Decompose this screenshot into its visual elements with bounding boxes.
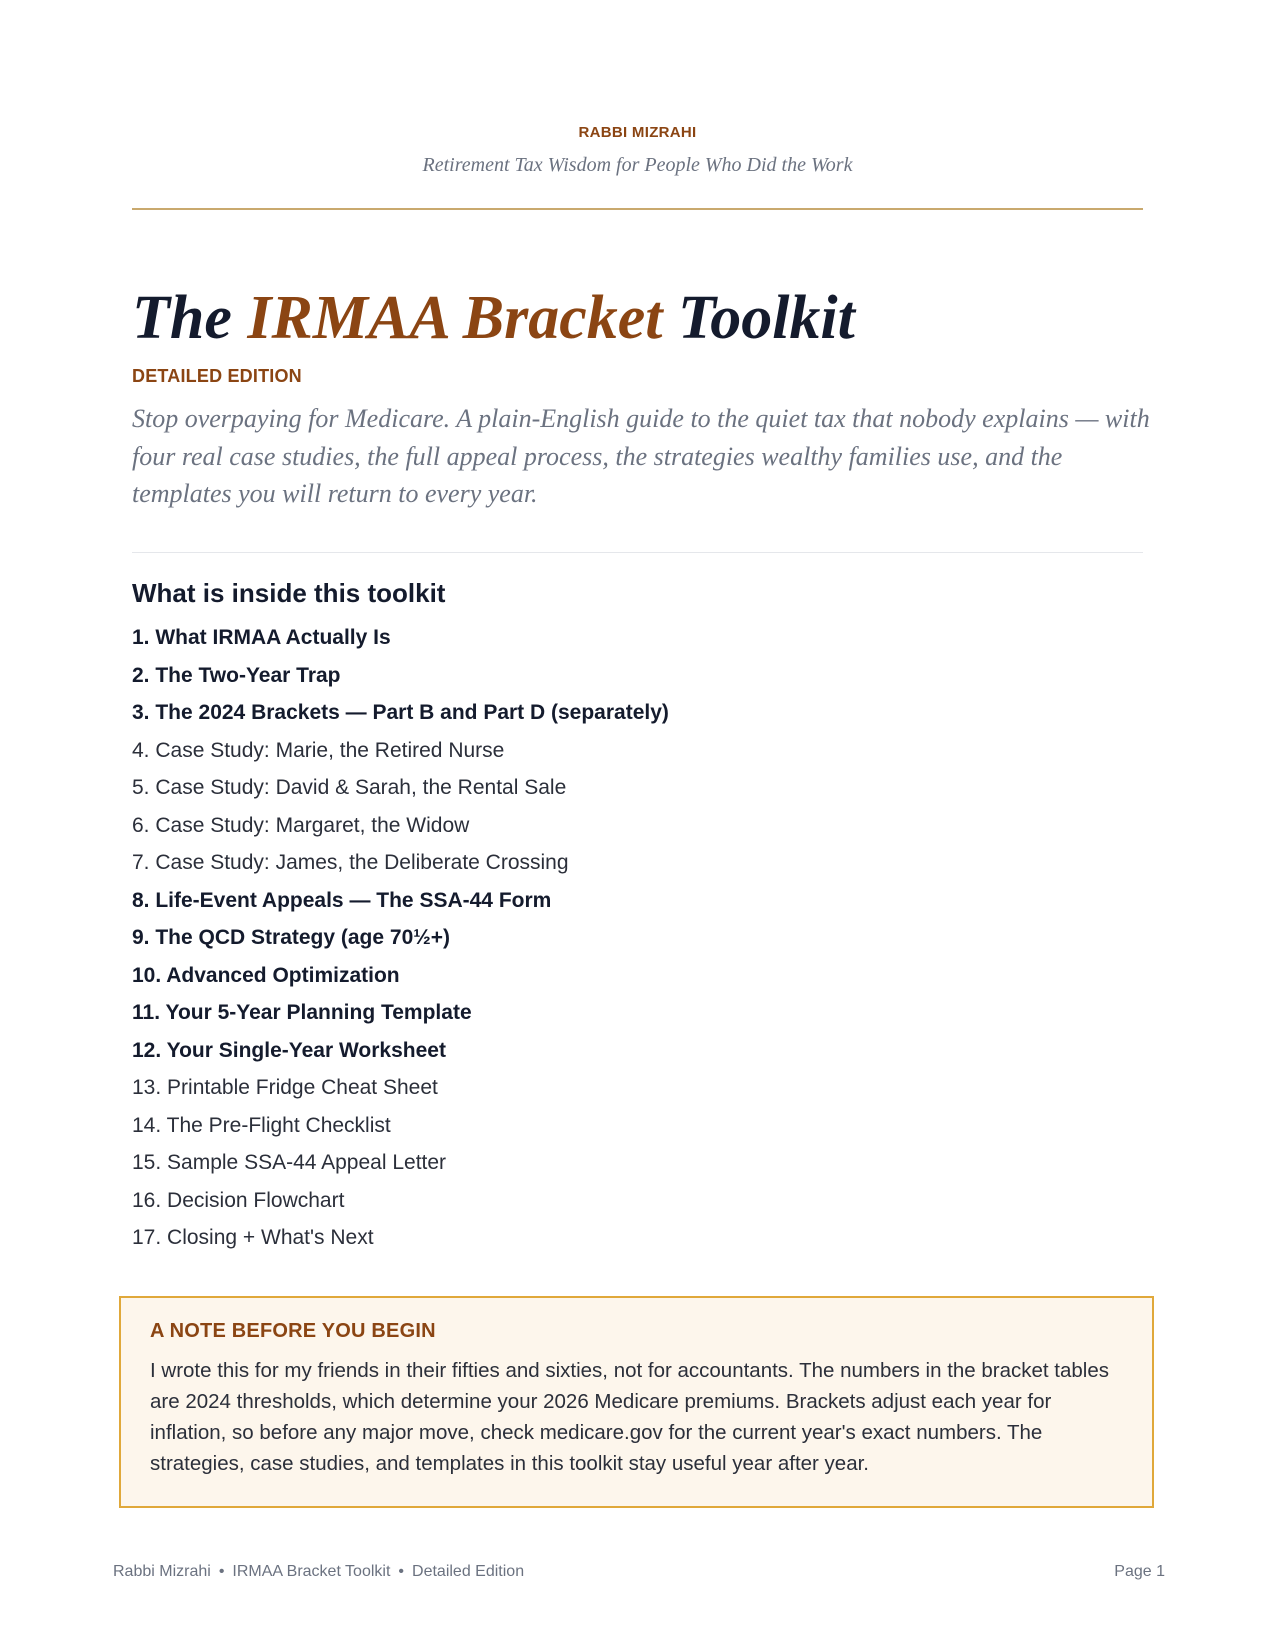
footer-doc-title: IRMAA Bracket Toolkit <box>232 1563 391 1580</box>
table-of-contents <box>132 621 669 1259</box>
toc-item: 16. Decision Flowchart <box>132 1188 345 1212</box>
toc-item: 17. Closing + What's Next <box>132 1226 374 1249</box>
toc-item: 11. Your 5-Year Planning Template <box>132 1001 472 1024</box>
title-part-toolkit: Toolkit <box>662 284 855 352</box>
toc-item: 12. Your Single-Year Worksheet <box>132 1038 446 1062</box>
intro-paragraph: Stop overpaying for Medicare. A plain-English guide to the quiet tax that nobody explains — with four real case studies, the full appeal process, the strategies wealthy families use, and the templates you will return to every year. <box>132 404 1150 508</box>
note-title: A NOTE BEFORE YOU BEGIN <box>150 1320 436 1342</box>
toc-item: 13. Printable Fridge Cheat Sheet <box>132 1076 438 1099</box>
author-name: RABBI MIZRAHI <box>578 124 697 141</box>
header-divider <box>132 208 1143 210</box>
toc-item: 3. The 2024 Brackets — Part B and Part D (separately) <box>132 701 669 724</box>
toc-item: 7. Case Study: James, the Deliberate Crossing <box>132 851 569 874</box>
toc-item: 1. What IRMAA Actually Is <box>132 626 391 649</box>
footer-left <box>113 1563 524 1581</box>
toc-item: 8. Life-Event Appeals — The SSA-44 Form <box>132 888 552 912</box>
toc-item: 9. The QCD Strategy (age 70½+) <box>132 926 451 949</box>
title-part-the: The <box>132 284 248 352</box>
toc-item: 5. Case Study: David & Sarah, the Rental Sale <box>132 776 567 799</box>
document-header <box>132 124 1143 177</box>
toc-heading: What is inside this toolkit <box>132 578 446 608</box>
tagline: Retirement Tax Wisdom for People Who Did the Work <box>422 154 853 176</box>
page-number: Page 1 <box>1114 1563 1165 1580</box>
section-divider <box>132 552 1143 553</box>
toc-item: 14. The Pre-Flight Checklist <box>132 1113 391 1137</box>
toc-item: 4. Case Study: Marie, the Retired Nurse <box>132 738 505 762</box>
page-title <box>132 282 855 354</box>
edition-label: DETAILED EDITION <box>132 366 302 386</box>
toc-item: 2. The Two-Year Trap <box>132 663 341 687</box>
toc-item: 10. Advanced Optimization <box>132 963 400 987</box>
title-accent: IRMAA Bracket <box>247 284 663 352</box>
footer-separator: • <box>398 1563 405 1580</box>
toc-item: 15. Sample SSA-44 Appeal Letter <box>132 1151 447 1174</box>
note-callout <box>119 1296 1154 1508</box>
footer-author: Rabbi Mizrahi <box>113 1563 211 1580</box>
toc-item: 6. Case Study: Margaret, the Widow <box>132 813 470 837</box>
footer-separator: • <box>218 1563 225 1580</box>
note-body: I wrote this for my friends in their fifties and sixties, not for accountants. The numbers in the bracket tables are 2024 thresholds, which determine your 2026 Medicare premiums. Brackets adjust each year for inflation, so before any major move, check medicare.gov for the current year's exact numbers. The strategies, case studies, and templates in this toolkit stay useful year after year. <box>150 1359 1110 1475</box>
footer-edition: Detailed Edition <box>412 1563 525 1580</box>
